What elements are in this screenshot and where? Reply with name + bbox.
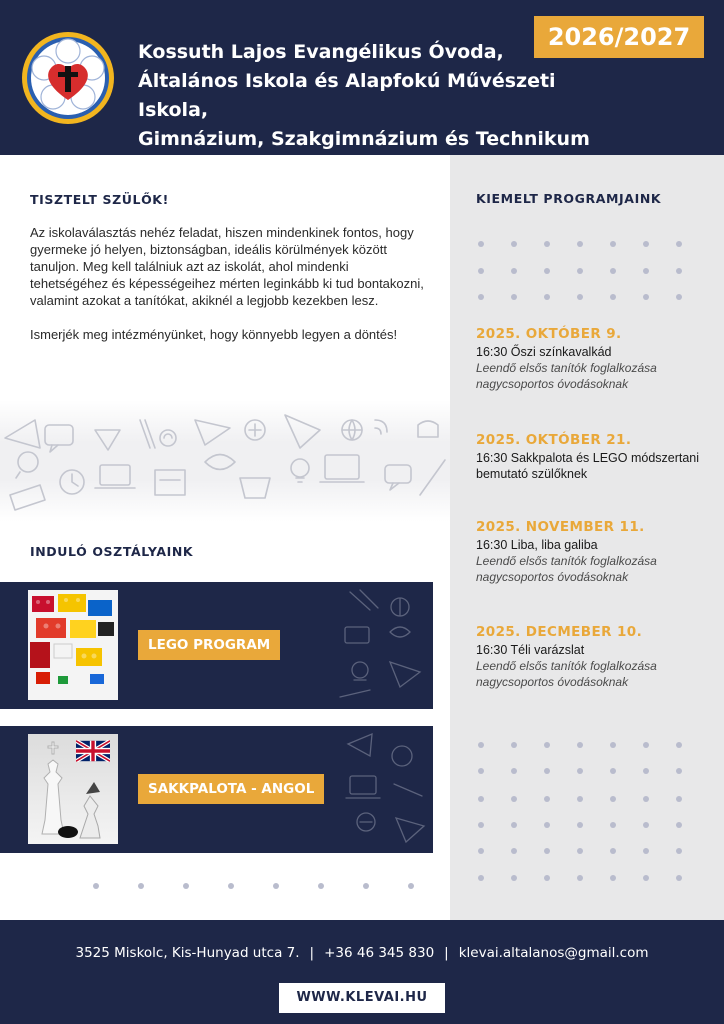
school-name-line-1: Kossuth Lajos Evangélikus Óvoda, (138, 41, 504, 63)
event-title: 16:30 Téli varázslat (476, 643, 585, 657)
dot-row-decoration (478, 241, 708, 247)
event-item (476, 431, 706, 482)
event-date: 2025. OKTÓBER 9. (476, 326, 622, 342)
programs-title: KIEMELT PROGRAMJAINK (476, 191, 662, 206)
event-date: 2025. OKTÓBER 21. (476, 432, 632, 448)
event-item (476, 518, 706, 585)
school-doodles-illustration (0, 400, 450, 522)
website-link[interactable]: WWW.KLEVAI.HU (279, 983, 445, 1013)
class-card-chess-english (0, 726, 433, 853)
dot-row-decoration (93, 883, 433, 889)
intro-paragraph-1: Az iskolaválasztás nehéz feladat, hiszen mindenkinek fontos, hogy gyermeke jó helyen, biztonságban, ideális körülmények között tanuljon. Meg kell találniuk azt az iskolát, ahol mindenki tehetségéhez és képességeihez mérten leginkább ki tud bontakozni, valamint azokat a tanítókat, akiknél a legjobb kezekben lesz. (30, 225, 424, 308)
school-year-badge: 2026/2027 (534, 16, 704, 58)
event-item (476, 623, 706, 690)
email-link[interactable]: klevai.altalanos@gmail.com (458, 945, 649, 961)
contact-line (0, 942, 724, 964)
phone-text: +36 46 345 830 (324, 945, 435, 961)
separator: | (444, 945, 449, 961)
dot-row-decoration (478, 848, 708, 854)
uk-flag-icon (76, 740, 110, 762)
event-title: 16:30 Liba, liba galiba (476, 538, 598, 552)
card-doodles-decoration (330, 582, 433, 709)
event-item (476, 325, 706, 392)
event-date: 2025. DECMEBER 10. (476, 624, 643, 640)
class-label-lego: LEGO PROGRAM (138, 630, 280, 660)
chess-pieces-photo (28, 734, 118, 844)
dot-row-decoration (478, 822, 708, 828)
card-doodles-decoration (330, 726, 433, 853)
event-title: 16:30 Őszi színkavalkád (476, 345, 612, 359)
event-date: 2025. NOVEMBER 11. (476, 519, 645, 535)
dot-row-decoration (478, 768, 708, 774)
intro-paragraph-2: Ismerjék meg intézményünket, hogy könnyebb legyen a döntés! (30, 327, 398, 342)
intro-text (30, 224, 430, 343)
event-note: Leendő elsős tanítók foglalkozása nagycsoportos óvodásoknak (476, 659, 657, 689)
dot-row-decoration (478, 875, 708, 881)
dot-row-decoration (478, 796, 708, 802)
school-name-line-2: Általános Iskola és Alapfokú Művészeti Iskola, (138, 70, 556, 121)
lego-bricks-photo (28, 590, 118, 700)
dot-row-decoration (478, 294, 708, 300)
address-text: 3525 Miskolc, Kis-Hunyad utca 7. (75, 945, 300, 961)
greeting-title: TISZTELT SZÜLŐK! (30, 192, 169, 207)
event-note: Leendő elsős tanítók foglalkozása nagycsoportos óvodásoknak (476, 554, 657, 584)
luther-rose-icon (20, 30, 116, 126)
dot-row-decoration (478, 742, 708, 748)
class-card-lego (0, 582, 433, 709)
dot-row-decoration (478, 268, 708, 274)
class-label-chess-english: SAKKPALOTA - ANGOL (138, 774, 324, 804)
event-title: 16:30 Sakkpalota és LEGO módszertani bemutató szülőknek (476, 451, 700, 481)
classes-title: INDULÓ OSZTÁLYAINK (30, 544, 194, 559)
event-note: Leendő elsős tanítók foglalkozása nagycsoportos óvodásoknak (476, 361, 657, 391)
separator: | (309, 945, 315, 961)
school-name-line-3: Gimnázium, Szakgimnázium és Technikum (138, 128, 590, 150)
